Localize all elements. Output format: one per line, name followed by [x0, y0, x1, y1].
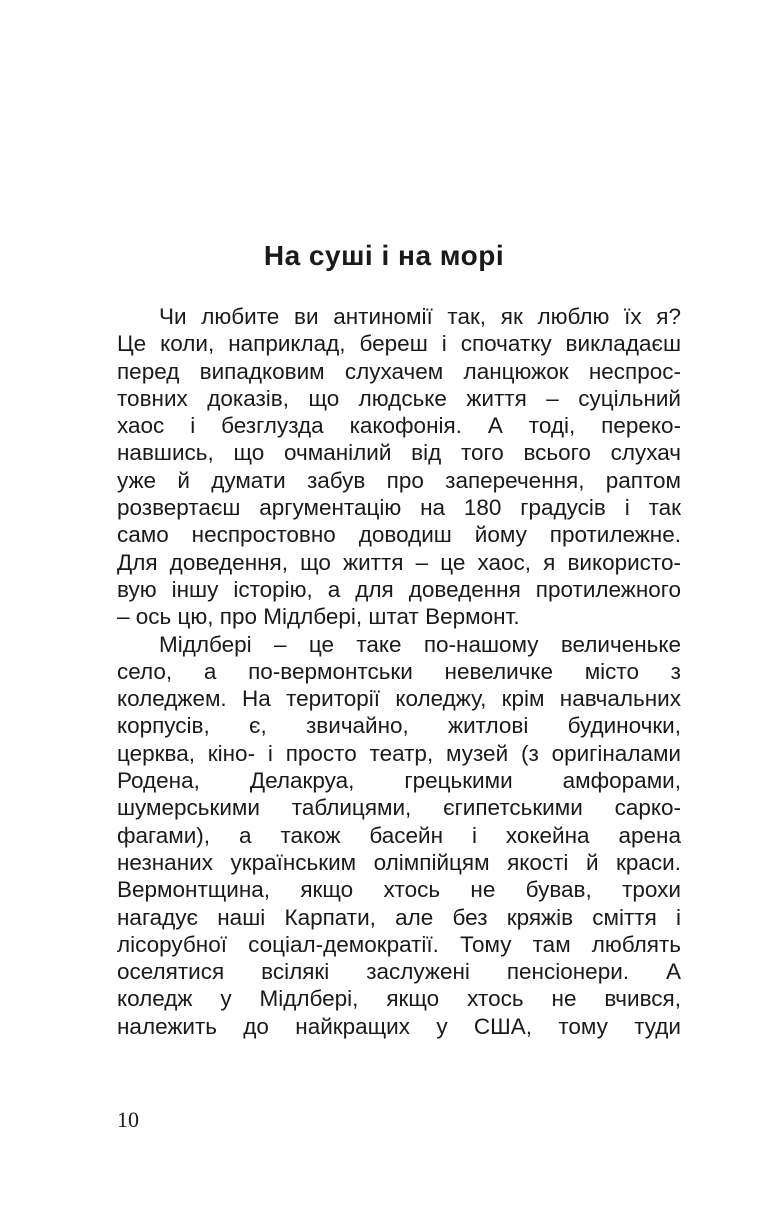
text-line: Родена, Делакруа, грецькими амфорами,	[117, 768, 681, 794]
text-line: коледж у Мідлбері, якщо хтось не вчився,	[117, 986, 681, 1012]
text-line: Чи любите ви антиномії так, як люблю їх я?	[159, 304, 681, 329]
text-line: – ось цю, про Мідлбері, штат Вермонт.	[117, 604, 520, 630]
text-line: фагами), а також басейн і хокейна арена	[117, 822, 681, 848]
text-line: Вермонтщина, якщо хтось не бував, трохи	[117, 877, 681, 903]
text-line: товних доказів, що людське життя – суцільний	[117, 385, 681, 411]
text-line: коледжем. На території коледжу, крім навчальних	[117, 686, 681, 712]
text-line: корпусів, є, звичайно, житлові будиночки,	[117, 713, 681, 739]
text-line: шумерськими таблицями, єгипетськими сарко-	[117, 795, 681, 821]
page-number: 10	[117, 1107, 139, 1132]
text-line: перед випадковим слухачем ланцюжок неспрос-	[117, 358, 681, 384]
text-line: уже й думати забув про заперечення, раптом	[117, 467, 681, 493]
text-line: належить до найкращих у США, тому туди	[117, 1013, 681, 1039]
text-line: лісорубної соціал-демократії. Тому там люблять	[117, 931, 681, 957]
text-line: нагадує наші Карпати, але без кряжів сміття і	[117, 904, 681, 930]
text-line: оселятися всілякі заслужені пенсіонери. А	[117, 959, 681, 985]
text-line: хаос і безглузда какофонія. А тоді, переко-	[117, 413, 681, 439]
text-line: незнаних українським олімпійцям якості й краси.	[117, 849, 681, 875]
text-line: церква, кіно- і просто театр, музей (з оригіналами	[117, 740, 681, 766]
text-line: розвертаєш аргументацію на 180 градусів і так	[117, 495, 681, 521]
text-line: само неспростовно доводиш йому протилежне.	[117, 522, 681, 548]
text-line: Мідлбері – це таке по-нашому величеньке	[159, 631, 681, 657]
text-line: село, а по-вермонтськи невеличке місто з	[117, 658, 681, 684]
text-line: вую іншу історію, а для доведення протилежного	[117, 576, 681, 602]
text-line: Це коли, наприклад, береш і спочатку викладаєш	[117, 331, 681, 357]
body-text	[117, 303, 681, 1040]
text-line: навшись, що очманілий від того всього слухач	[117, 440, 681, 466]
text-line: Для доведення, що життя – це хаос, я використо-	[117, 549, 681, 575]
page-title: На суші і на морі	[263, 240, 505, 271]
